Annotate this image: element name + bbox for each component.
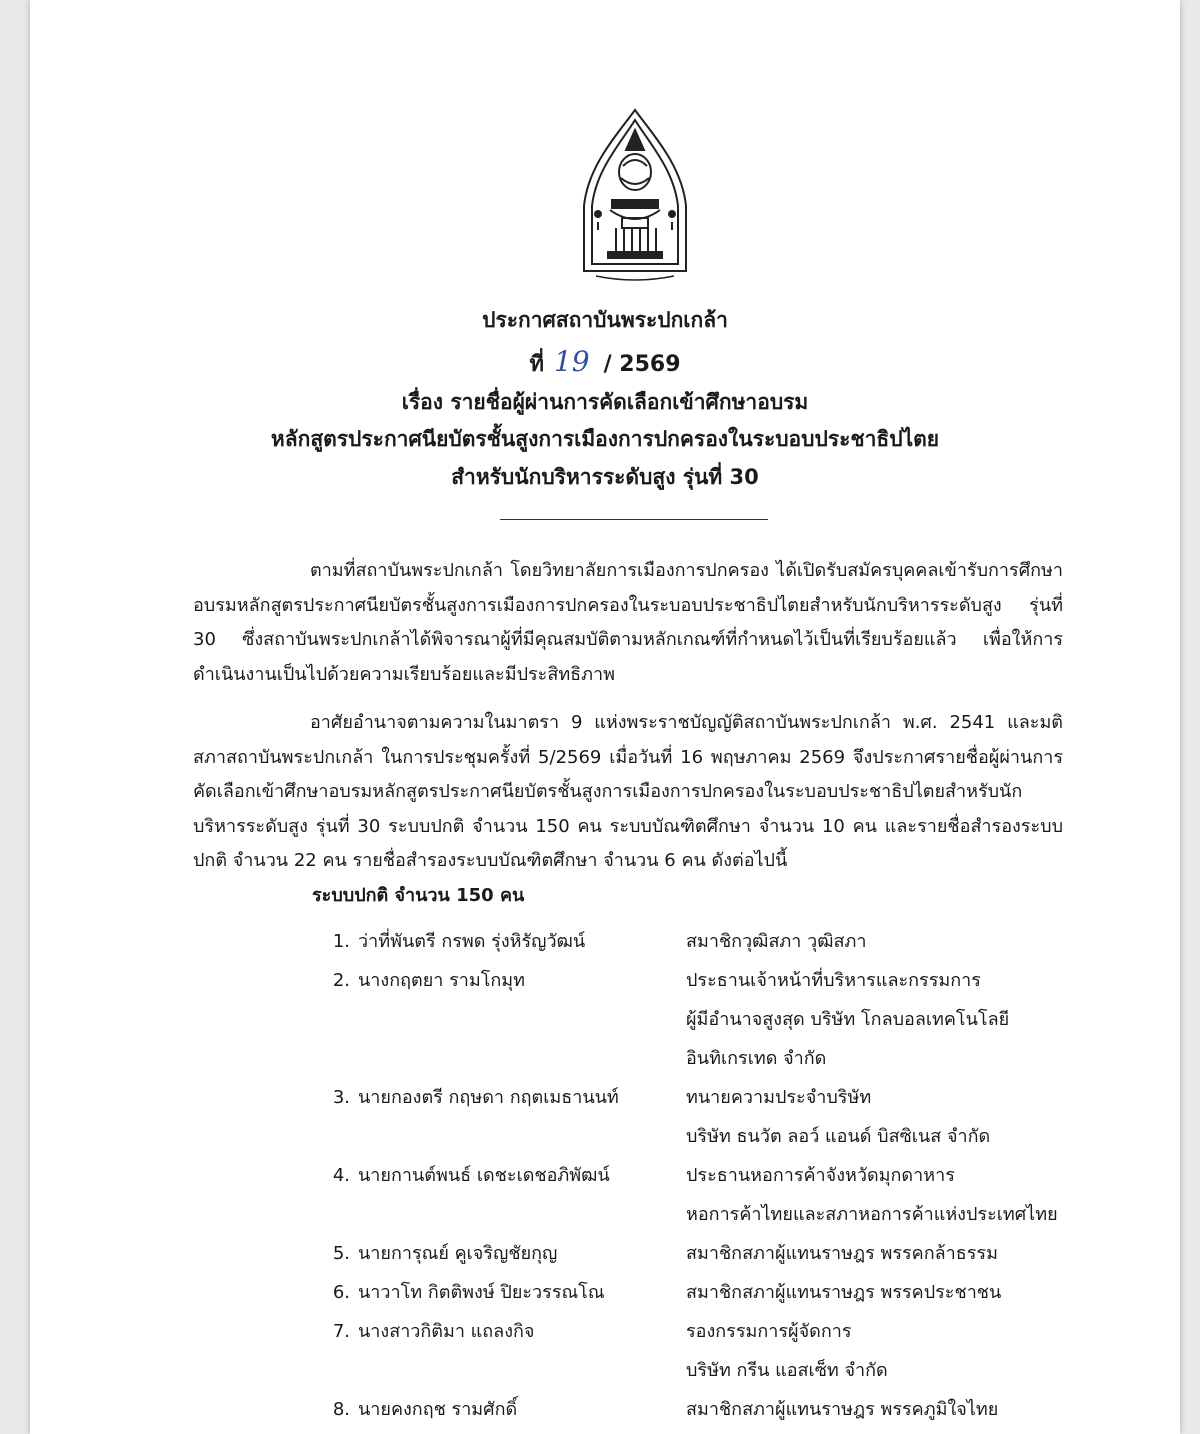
- list-item: [326, 1312, 1106, 1390]
- list-item: [326, 922, 1106, 961]
- paragraph-2: อาศัยอำนาจตามความในมาตรา 9 แห่งพระราชบัญญัติสถาบันพระปกเกล้า พ.ศ. 2541 และมติสภาสถาบันพระปกเกล้า ในการประชุมครั้งที่ 5/2569 เมื่อวันที่ 16 พฤษภาคม 2569 จึงประกาศรายชื่อผู้ผ่านการคัดเลือกเข้าศึกษาอบรมหลักสูตรประกาศนียบัตรชั้นสูงการเมืองการปกครองในระบอบประชาธิปไตยสำหรับนักบริหารระดับสูง รุ่นที่ 30 ระบบปกติ จำนวน 150 คน ระบบบัณฑิตศึกษา จำนวน 10 คน และรายชื่อสำรองระบบปกติ จำนวน 22 คน รายชื่อสำรองระบบบัณฑิตศึกษา จำนวน 6 คน ดังต่อไปนี้: [193, 712, 1063, 871]
- list-item: [326, 1273, 1106, 1312]
- entry-position: [686, 1312, 1106, 1390]
- entry-position: [686, 1390, 1106, 1429]
- list-item: [326, 1234, 1106, 1273]
- entry-name: นางกฤตยา รามโกมุท: [358, 970, 526, 991]
- subject-line-1: เรื่อง รายชื่อผู้ผ่านการคัดเลือกเข้าศึกษาอบรม: [401, 390, 809, 414]
- announcement-title: ประกาศสถาบันพระปกเกล้า: [482, 308, 728, 332]
- entry-position: [686, 1156, 1106, 1234]
- list-item: [326, 1156, 1106, 1234]
- entry-number: 3.: [332, 1087, 350, 1108]
- position-line: รองกรรมการผู้จัดการ: [686, 1321, 852, 1342]
- position-line: สมาชิกสภาผู้แทนราษฎร พรรคกล้าธรรม: [686, 1243, 998, 1264]
- entry-number: 7.: [332, 1321, 350, 1342]
- position-line: หอการค้าไทยและสภาหอการค้าแห่งประเทศไทย: [686, 1204, 1058, 1225]
- subject-line-2: หลักสูตรประกาศนียบัตรชั้นสูงการเมืองการปกครองในระบอบประชาธิปไตย: [270, 427, 940, 451]
- handwritten-number: 19: [553, 345, 590, 378]
- entry-position: [686, 961, 1106, 1078]
- position-line: สมาชิกวุฒิสภา วุฒิสภา: [686, 931, 867, 952]
- paragraph-1: ตามที่สถาบันพระปกเกล้า โดยวิทยาลัยการเมืองการปกครอง ได้เปิดรับสมัครบุคคลเข้ารับการศึกษาอบรมหลักสูตรประกาศนียบัตรชั้นสูงการเมืองการปกครองในระบอบประชาธิปไตยสำหรับนักบริหารระดับสูง รุ่นที่ 30 ซึ่งสถาบันพระปกเกล้าได้พิจารณาผู้ที่มีคุณสมบัติตามหลักเกณฑ์ที่กำหนดไว้เป็นที่เรียบร้อยแล้ว เพื่อให้การดำเนินงานเป็นไปด้วยความเรียบร้อยและมีประสิทธิภาพ: [193, 560, 1063, 685]
- position-line: ประธานเจ้าหน้าที่บริหารและกรรมการ: [686, 970, 981, 991]
- entry-name: นายกานต์พนธ์ เดชะเดชอภิพัฒน์: [358, 1165, 610, 1186]
- position-line: อินทิเกรเทด จำกัด: [686, 1048, 827, 1069]
- participant-list: [326, 922, 1106, 1429]
- subject-line-3: สำหรับนักบริหารระดับสูง รุ่นที่ 30: [451, 465, 759, 489]
- entry-position: [686, 1078, 1106, 1156]
- document-page: [30, 0, 1180, 1434]
- entry-name: นายการุณย์ คูเจริญชัยกุญ: [358, 1243, 558, 1264]
- announcement-number: [30, 345, 1180, 381]
- entry-number: 5.: [332, 1243, 350, 1264]
- title-divider: [500, 519, 768, 520]
- entry-number: 1.: [332, 931, 350, 952]
- position-line: สมาชิกสภาผู้แทนราษฎร พรรคประชาชน: [686, 1282, 1002, 1303]
- entry-position: [686, 922, 1106, 961]
- entry-number: 2.: [332, 970, 350, 991]
- entry-number: 6.: [332, 1282, 350, 1303]
- position-line: สมาชิกสภาผู้แทนราษฎร พรรคภูมิใจไทย: [686, 1399, 999, 1420]
- entry-name: นายกองตรี กฤษดา กฤตเมธานนท์: [358, 1087, 619, 1108]
- section-heading: ระบบปกติ จำนวน 150 คน: [312, 885, 525, 906]
- number-prefix: ที่: [529, 352, 544, 377]
- position-line: ผู้มีอำนาจสูงสุด บริษัท โกลบอลเทคโนโลยี: [686, 1009, 1010, 1030]
- position-line: บริษัท กรีน แอสเซ็ท จำกัด: [686, 1360, 888, 1381]
- entry-name: นายคงกฤช รามศักดิ์: [358, 1399, 518, 1420]
- entry-name: นาวาโท กิตติพงษ์ ปิยะวรรณโณ: [358, 1282, 605, 1303]
- entry-position: [686, 1234, 1106, 1273]
- position-line: ทนายความประจำบริษัท: [686, 1087, 872, 1108]
- list-item: [326, 1078, 1106, 1156]
- entry-name: นางสาวกิติมา แถลงกิจ: [358, 1321, 535, 1342]
- institute-seal-icon: [576, 106, 694, 286]
- number-suffix: / 2569: [603, 352, 681, 377]
- list-item: [326, 1390, 1106, 1429]
- entry-number: 4.: [332, 1165, 350, 1186]
- list-item: [326, 961, 1106, 1078]
- position-line: บริษัท ธนวัต ลอว์ แอนด์ บิสซิเนส จำกัด: [686, 1126, 991, 1147]
- entry-number: 8.: [332, 1399, 350, 1420]
- position-line: ประธานหอการค้าจังหวัดมุกดาหาร: [686, 1165, 955, 1186]
- entry-position: [686, 1273, 1106, 1312]
- entry-name: ว่าที่พันตรี กรพด รุ่งหิรัญวัฒน์: [358, 931, 586, 952]
